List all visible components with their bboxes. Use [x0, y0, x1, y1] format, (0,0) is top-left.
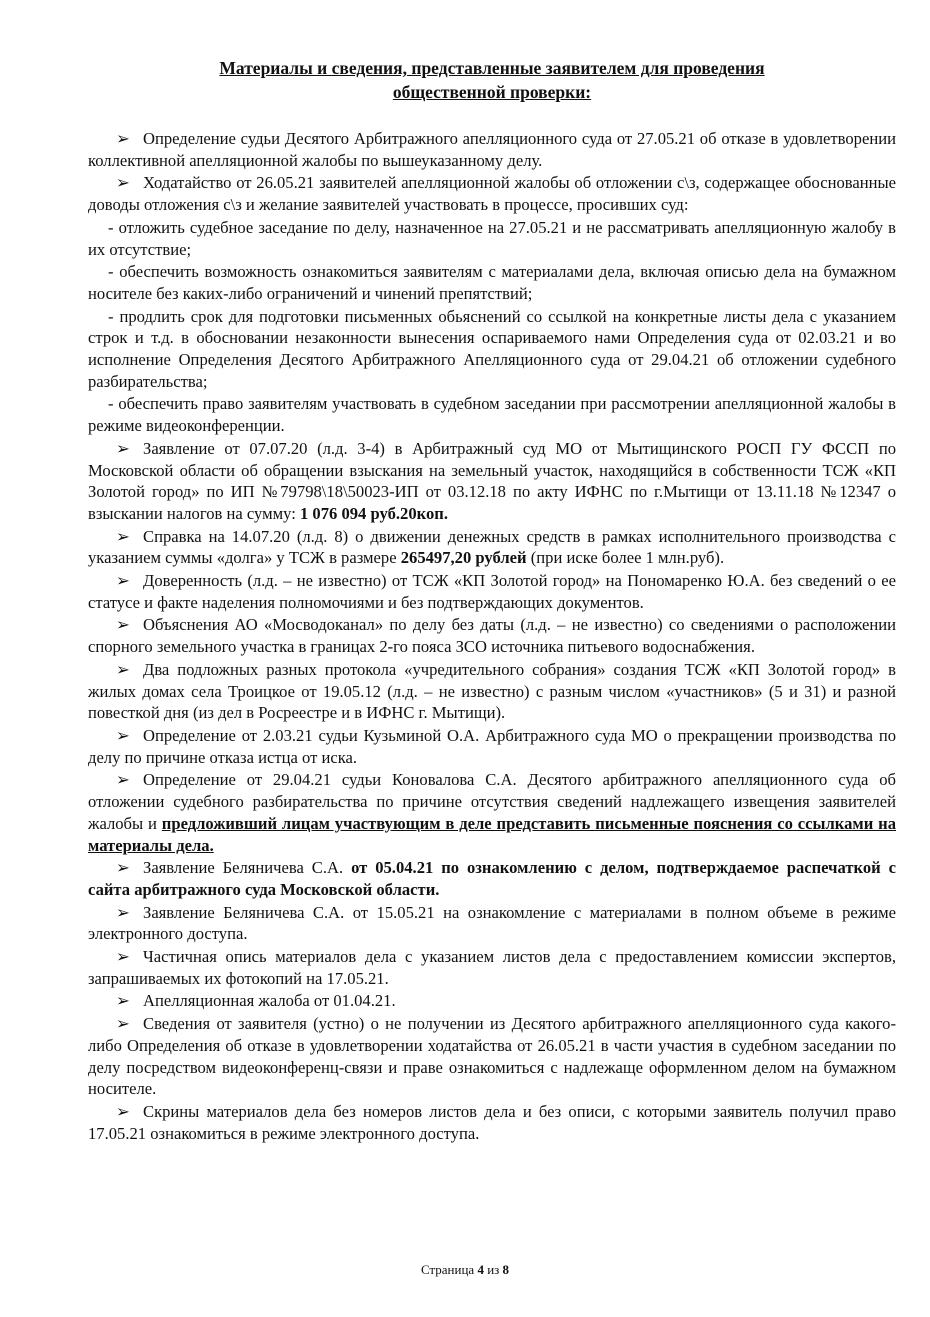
document-page — [88, 56, 896, 1145]
page-number: 4 — [477, 1262, 484, 1277]
arrow-bullet-icon: ➢ — [116, 991, 130, 1011]
dash-item: - продлить срок для подготовки письменных обьяснений со ссылкой на конкретные листы дела с указанием строк и т.д. в обосновании незаконности вынесения оспариваемого нами Определения суда от 02.03.21 и во исполнение Определения Десятого Арбитражного Апелляционного суда от 29.04.21 об отложении судебного разбирательства; — [88, 306, 896, 391]
page-total: 8 — [502, 1262, 510, 1277]
bold-amount: 1 076 094 руб.20коп. — [299, 503, 448, 523]
arrow-bullet-icon: ➢ — [116, 173, 130, 193]
list-item: ➢ Справка на 14.07.20 (л.д. 8) о движении денежных средств в рамках исполнительного производства с указанием суммы «долга» у ТСЖ в размере 265497,20 рублей (при иске более 1 млн.руб). — [88, 526, 896, 568]
dash-item: - обеспечить возможность ознакомиться заявителям с материалами дела, включая описью дела на бумажном носителе без каких-либо ограничений и чинений препятствий; — [88, 262, 896, 303]
arrow-bullet-icon: ➢ — [116, 659, 130, 679]
list-item: ➢ Доверенность (л.д. – не известно) от ТСЖ «КП Золотой город» на Пономаренко Ю.А. без сведений о ее статусе и факте наделения полномочиями и без подтверждающих документов. — [88, 571, 896, 612]
arrow-bullet-icon: ➢ — [116, 1014, 130, 1034]
title-line-2: общественной проверки: — [392, 82, 592, 102]
list-item: ➢ Апелляционная жалоба от 01.04.21. — [116, 991, 396, 1011]
list-item: ➢ Заявление Беляничева С.А. от 05.04.21 по ознакомлению с делом, подтверждаемое распечаткой с сайта арбитражного суда Московской области. — [88, 858, 896, 899]
document-title — [88, 56, 896, 104]
dash-item: - отложить судебное заседание по делу, назначенное на 27.05.21 и не рассматривать апелляционную жалобу в их отсутствие; — [88, 217, 896, 259]
list-item: ➢ Ходатайство от 26.05.21 заявителей апелляционной жалобы об отложении с\з, содержащее обоснованные доводы отложения с\з и желание заявителей участвовать в процессе, просивших суд: — [88, 173, 896, 215]
arrow-bullet-icon: ➢ — [116, 571, 130, 591]
arrow-bullet-icon: ➢ — [116, 902, 130, 922]
arrow-bullet-icon: ➢ — [116, 438, 130, 458]
list-item: ➢ Частичная опись материалов дела с указанием листов дела с предоставлением комиссии экспертов, запрашиваемых их фотокопий на 17.05.21. — [88, 947, 896, 988]
list-item: ➢ Заявление от 07.07.20 (л.д. 3-4) в Арбитражный суд МО от Мытищинского РОСП ГУ ФССП по Московской области об обращении взыскания на земельный участок, находящийся в собственности ТСЖ «КП Золотой город» по ИП №79798\18\50023-ИП от 03.12.18 по акту ИФНС по г.Мытищи от 13.11.18 №12347 о взыскании налогов на сумму: 1 076 094 руб.20коп. — [88, 438, 896, 523]
list-item: ➢ Определение от 29.04.21 судьи Коновалова С.А. Десятого арбитражного апелляционного суда об отложении судебного разбирательства по причине отсутствия сведений надлежащего извещения заявителей жалобы и предложивший лицам участвующим в деле представить письменные пояснения со ссылками на материалы дела. — [88, 770, 896, 855]
arrow-bullet-icon: ➢ — [116, 615, 130, 635]
arrow-bullet-icon: ➢ — [116, 858, 130, 878]
page-footer: Страница 4 из 8 — [420, 1262, 510, 1277]
bold-amount: 265497,20 рублей — [400, 548, 527, 568]
list-item: ➢ Заявление Беляничева С.А. от 15.05.21 на ознакомление с материалами в полном объеме в режиме электронного доступа. — [88, 902, 896, 944]
list-item: ➢ Два подложных разных протокола «учредительного собрания» создания ТСЖ «КП Золотой город» в жилых домах села Троицкое от 19.05.12 (л.д. – не известно) с разным числом «участников» (5 и 31) и разной повесткой дня (из дел в Росреестре и в ИФНС г. Мытищи). — [88, 659, 896, 723]
bold-text: от 05.04.21 по ознакомлению с делом, подтверждаемое распечаткой с сайта арбитражного суда Московской области. — [88, 858, 896, 899]
arrow-bullet-icon: ➢ — [116, 770, 130, 790]
title-line-1: Материалы и сведения, представленные заявителем для проведения — [219, 58, 765, 78]
list-item: ➢ Объяснения АО «Мосводоканал» по делу без даты (л.д. – не известно) со сведениями о расположении спорного земельного участка в границах 2-го пояса ЗСО источника питьевого водоснабжения. — [88, 615, 896, 657]
arrow-bullet-icon: ➢ — [116, 947, 130, 967]
list-item: ➢ Скрины материалов дела без номеров листов дела и без описи, с которыми заявитель получил право 17.05.21 ознакомиться в режиме электронного доступа. — [88, 1101, 896, 1143]
list-item: ➢ Определение судьи Десятого Арбитражного апелляционного суда от 27.05.21 об отказе в удовлетворении коллективной апелляционной жалобы по вышеуказанному делу. — [88, 129, 896, 170]
arrow-bullet-icon: ➢ — [116, 1101, 130, 1121]
list-item: ➢ Определение от 2.03.21 судьи Кузьминой О.А. Арбитражного суда МО о прекращении производства по делу по причине отказа истца от иска. — [88, 725, 896, 767]
list-item: ➢ Сведения от заявителя (устно) о не получении из Десятого арбитражного апелляционного суда какого-либо Определения об отказе в удовлетворении ходатайства от 26.05.21 в части участия в судебном заседании по делу посредством видеоконференц-связи и праве ознакомиться с надлежаще оформленном делом на бумажном носителе. — [88, 1014, 896, 1099]
arrow-bullet-icon: ➢ — [116, 526, 130, 546]
dash-item: - обеспечить право заявителям участвовать в судебном заседании при рассмотрении апелляционной жалобы в режиме видеоконференции. — [88, 394, 896, 436]
bold-underlined-text: предложивший лицам участвующим в деле представить письменные пояснения со ссылками на материалы дела. — [88, 813, 896, 855]
arrow-bullet-icon: ➢ — [116, 725, 130, 745]
arrow-bullet-icon: ➢ — [116, 129, 130, 148]
